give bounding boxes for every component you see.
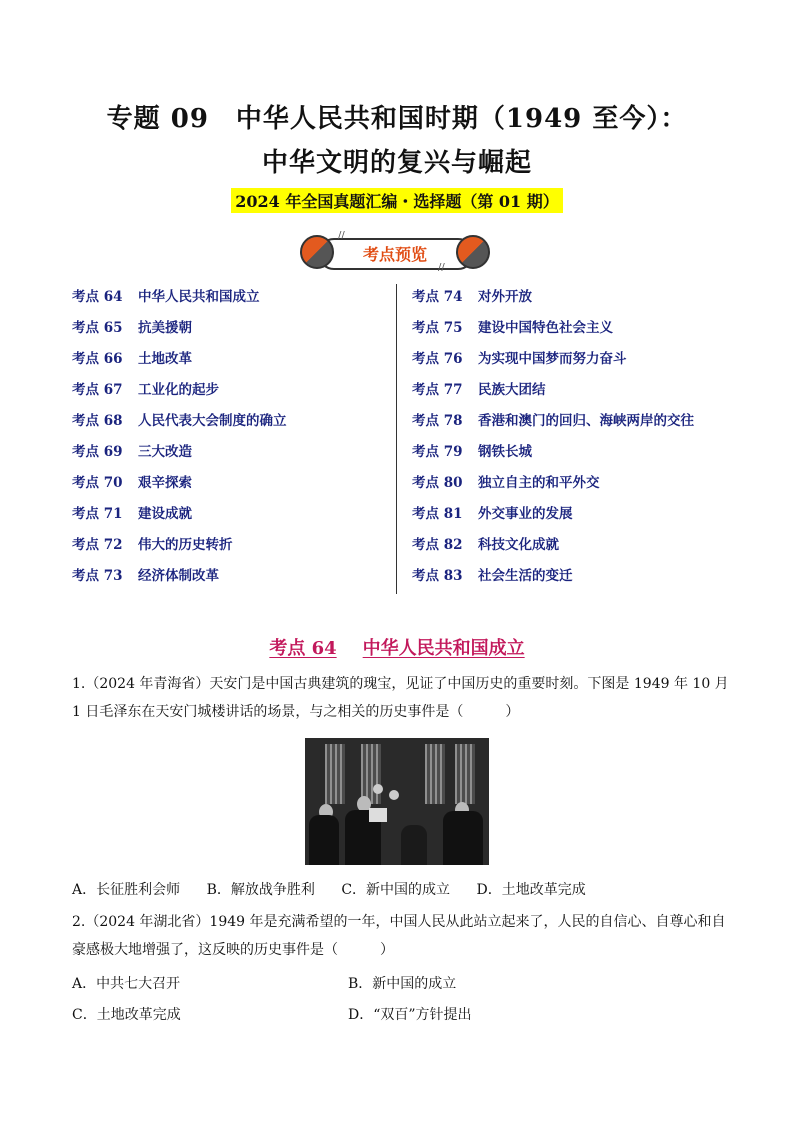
toc-item-code: 考点 71: [72, 506, 123, 522]
toc-right-column: [412, 284, 694, 594]
toc-item-code: 考点 68: [72, 413, 123, 429]
badge-label: 考点预览: [362, 245, 427, 264]
toc-item[interactable]: [412, 408, 694, 439]
toc-item-name: 为实现中国梦而努力奋斗: [478, 351, 627, 367]
question-2-stem: 2.（2024 年湖北省）1949 年是充满希望的一年，中国人民从此站立起来了，人民的自信心、自尊心和自豪感极大地增强了，这反映的历史事件是（ ）: [72, 914, 726, 958]
photo-window-lattice: [455, 744, 475, 804]
preview-badge: [300, 232, 490, 272]
toc-item-name: 建设成就: [138, 506, 192, 522]
answer-option[interactable]: A．中共七大召开: [72, 976, 181, 992]
toc-item[interactable]: [72, 470, 287, 501]
toc-left-column: [72, 284, 287, 594]
answer-option[interactable]: B．新中国的成立: [348, 976, 457, 992]
toc-item-name: 香港和澳门的回归、海峡两岸的交往: [478, 413, 694, 429]
answer-option[interactable]: C．土地改革完成: [72, 1007, 181, 1023]
toc-item-code: 考点 76: [412, 351, 463, 367]
toc-item-code: 考点 77: [412, 382, 463, 398]
document-title-line1: 专题 09 中华人民共和国时期（1949 至今）：: [106, 104, 688, 134]
toc-item-name: 民族大团结: [478, 382, 546, 398]
subtitle-container: [0, 188, 794, 213]
toc-item[interactable]: [412, 346, 694, 377]
toc-item-code: 考点 78: [412, 413, 463, 429]
toc-item-name: 钢铁长城: [478, 444, 532, 460]
toc-item[interactable]: [412, 377, 694, 408]
toc-item[interactable]: [72, 408, 287, 439]
toc-item-name: 土地改革: [138, 351, 192, 367]
toc-item-code: 考点 82: [412, 537, 463, 553]
question-1-options: [72, 878, 608, 902]
document-title-line2: 中华文明的复兴与崛起: [261, 148, 532, 178]
toc-divider: [396, 284, 397, 594]
section-code: 考点 64: [269, 638, 337, 659]
toc-item-name: 经济体制改革: [138, 568, 219, 584]
answer-option[interactable]: B．解放战争胜利: [206, 882, 315, 898]
toc-item-code: 考点 74: [412, 289, 463, 305]
toc-item-code: 考点 70: [72, 475, 123, 491]
toc-item-code: 考点 79: [412, 444, 463, 460]
toc-item-name: 伟大的历史转折: [138, 537, 233, 553]
toc-item-name: 外交事业的发展: [478, 506, 573, 522]
toc-item-code: 考点 73: [72, 568, 123, 584]
toc-item-name: 工业化的起步: [138, 382, 219, 398]
answer-option[interactable]: D．“双百”方针提出: [348, 1007, 472, 1023]
toc-item[interactable]: [412, 563, 694, 594]
toc-item-code: 考点 65: [72, 320, 123, 336]
section-name: 中华人民共和国成立: [362, 638, 525, 659]
toc-item-name: 三大改造: [138, 444, 192, 460]
photo-figure: [401, 825, 427, 865]
answer-option[interactable]: C．新中国的成立: [341, 882, 451, 898]
photo-figure: [309, 815, 339, 865]
toc-item-code: 考点 81: [412, 506, 463, 522]
badge-slash-icon: //: [438, 262, 445, 273]
toc-item[interactable]: [412, 284, 694, 315]
toc-item-code: 考点 66: [72, 351, 123, 367]
answer-option[interactable]: A．长征胜利会师: [72, 882, 181, 898]
toc-item[interactable]: [72, 346, 287, 377]
toc-item[interactable]: [72, 501, 287, 532]
toc-item[interactable]: [412, 532, 694, 563]
toc-item-name: 中华人民共和国成立: [138, 289, 260, 305]
toc-item[interactable]: [412, 470, 694, 501]
photo-window-lattice: [361, 744, 381, 804]
toc-item-code: 考点 67: [72, 382, 123, 398]
photo-window-lattice: [425, 744, 445, 804]
toc-item-code: 考点 69: [72, 444, 123, 460]
toc-item[interactable]: [72, 532, 287, 563]
toc-item[interactable]: [412, 315, 694, 346]
answer-option[interactable]: D．土地改革完成: [476, 882, 586, 898]
toc-item-name: 建设中国特色社会主义: [478, 320, 613, 336]
photo-figure: [443, 811, 483, 865]
section-heading: [0, 634, 794, 660]
toc-item[interactable]: [412, 501, 694, 532]
toc-item-name: 抗美援朝: [138, 320, 192, 336]
question-1-stem: 1.（2024 年青海省）天安门是中国古典建筑的瑰宝，见证了中国历史的重要时刻。下图是 1949 年 10 月 1 日毛泽东在天安门城楼讲话的场景，与之相关的历史事件是（ ）: [72, 676, 729, 720]
toc-item-name: 社会生活的变迁: [478, 568, 573, 584]
toc-item-code: 考点 83: [412, 568, 463, 584]
microphone-icon: [389, 790, 399, 800]
photo-window-lattice: [325, 744, 345, 804]
historical-photo: [305, 738, 489, 865]
toc-item-name: 独立自主的和平外交: [478, 475, 600, 491]
toc-item-name: 对外开放: [478, 289, 532, 305]
toc-item-name: 人民代表大会制度的确立: [138, 413, 287, 429]
photo-speech-paper: [369, 808, 387, 822]
toc-item[interactable]: [72, 439, 287, 470]
toc-item-code: 考点 72: [72, 537, 123, 553]
toc-item[interactable]: [72, 284, 287, 315]
toc-item[interactable]: [72, 377, 287, 408]
toc-item-name: 科技文化成就: [478, 537, 559, 553]
toc-item-code: 考点 80: [412, 475, 463, 491]
toc-item-code: 考点 64: [72, 289, 123, 305]
toc-item[interactable]: [72, 315, 287, 346]
badge-slash-icon: //: [338, 230, 345, 241]
toc-item[interactable]: [412, 439, 694, 470]
document-subtitle: 2024 年全国真题汇编・选择题（第 01 期）: [231, 188, 563, 213]
microphone-icon: [373, 784, 383, 794]
toc-item-name: 艰辛探索: [138, 475, 192, 491]
toc-item[interactable]: [72, 563, 287, 594]
toc-item-code: 考点 75: [412, 320, 463, 336]
